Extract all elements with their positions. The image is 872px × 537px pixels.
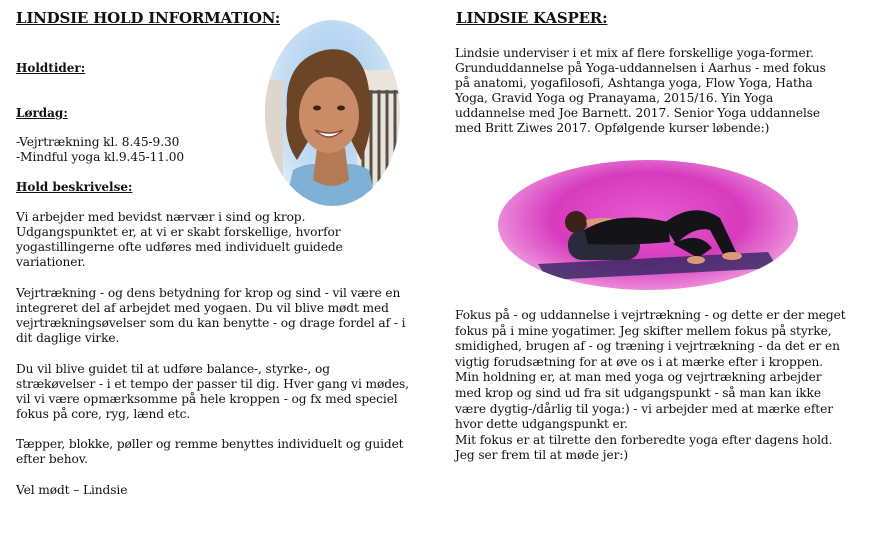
sign-off xyxy=(16,483,127,498)
body-paragraph xyxy=(455,308,846,464)
text-line: strækøvelser - i et tempo der passer til dig. Hver gang vi mødes, xyxy=(16,377,409,392)
yoga-illustration xyxy=(498,160,798,290)
schedule-line: -Vejrtrækning kl. 8.45-9.30 xyxy=(16,135,180,149)
text-line: variationer. xyxy=(16,255,86,270)
text-line: Fokus på - og uddannelse i vejrtrækning - og dette er der meget xyxy=(455,308,846,322)
text-line: Min holdning er, at man med yoga og vejrtrækning arbejder xyxy=(455,370,822,385)
text-line: Mit fokus er at tilrette den forberedte yoga efter dagens hold. xyxy=(455,432,833,447)
text-line: smidighed, brugen af - og træning i vejrtrækning - da det er en xyxy=(455,339,840,354)
text-line: vejrtrækningsøvelser som du kan benytte - og drage fordel af - i xyxy=(16,316,406,331)
text-line: Jeg ser frem til at møde jer:) xyxy=(455,448,628,463)
text-line: hvor dette udgangspunkt er. xyxy=(455,417,628,432)
text-line: med krop og sind ud fra sit udgangspunkt - så man kan ikke xyxy=(455,385,821,400)
yoga-pose-photo xyxy=(498,160,798,290)
description-paragraph-2 xyxy=(16,286,405,346)
description-paragraph-1 xyxy=(16,210,343,270)
text-line: Grunduddannelse på Yoga-uddannelsen i Aarhus - med fokus xyxy=(455,61,826,76)
hold-beskrivelse-label: Hold beskrivelse: xyxy=(16,180,133,194)
text-line: Vejrtrækning - og dens betydning for krop og sind - vil være en xyxy=(16,286,401,300)
hold-info-title: LINDSIE HOLD INFORMATION: xyxy=(16,9,281,27)
text-line: uddannelse med Joe Barnett. 2017. Senior Yoga uddannelse xyxy=(455,106,821,121)
portrait-illustration xyxy=(265,20,400,206)
instructor-title: LINDSIE KASPER: xyxy=(456,9,608,27)
text-line: fokus på core, ryg, lænd etc. xyxy=(16,407,191,422)
description-paragraph-3 xyxy=(16,362,409,422)
text-line: på anatomi, yogafilosofi, Ashtanga yoga, Flow Yoga, Hatha xyxy=(455,76,813,91)
text-line: Udgangspunktet er, at vi er skabt forskellige, hvorfor xyxy=(16,225,341,240)
text-line: Vi arbejder med bevidst nærvær i sind og krop. xyxy=(16,210,306,224)
text-line: Lindsie underviser i et mix af flere forskellige yoga-former. xyxy=(455,46,814,60)
description-paragraph-4 xyxy=(16,437,403,467)
text-line: Tæpper, blokke, pøller og remme benyttes individuelt og guidet xyxy=(16,437,404,451)
text-line: dit daglige virke. xyxy=(16,331,120,346)
intro-paragraph xyxy=(455,46,826,137)
text-line: yogastillingerne ofte udføres med individuelt guidede xyxy=(16,240,343,255)
text-line: efter behov. xyxy=(16,452,88,467)
text-line: vil vi være opmærksomme på hele kroppen - og fx med speciel xyxy=(16,392,398,407)
text-line: fokus på i mine yogatimer. Jeg skifter mellem fokus på styrke, xyxy=(455,323,832,338)
text-line: integreret del af arbejdet med yogaen. Du vil blive mødt med xyxy=(16,301,389,316)
text-line: med Britt Ziwes 2017. Opfølgende kurser løbende:) xyxy=(455,121,770,136)
schedule-line: -Mindful yoga kl.9.45-11.00 xyxy=(16,150,185,164)
text-line: være dygtig-/dårlig til yoga:) - vi arbejder med at mærke efter xyxy=(455,401,833,416)
text-line: Yoga, Gravid Yoga og Pranayama, 2015/16. Yin Yoga xyxy=(455,91,774,106)
text-line: Vel mødt – Lindsie xyxy=(16,483,128,497)
holdtider-label: Holdtider: xyxy=(16,61,86,75)
text-line: Du vil blive guidet til at udføre balance-, styrke-, og xyxy=(16,362,330,376)
text-line: vigtig forudsætning for at øve os i at mærke efter i kroppen. xyxy=(455,354,824,369)
day-label: Lørdag: xyxy=(16,106,68,120)
instructor-portrait-photo xyxy=(265,20,400,206)
